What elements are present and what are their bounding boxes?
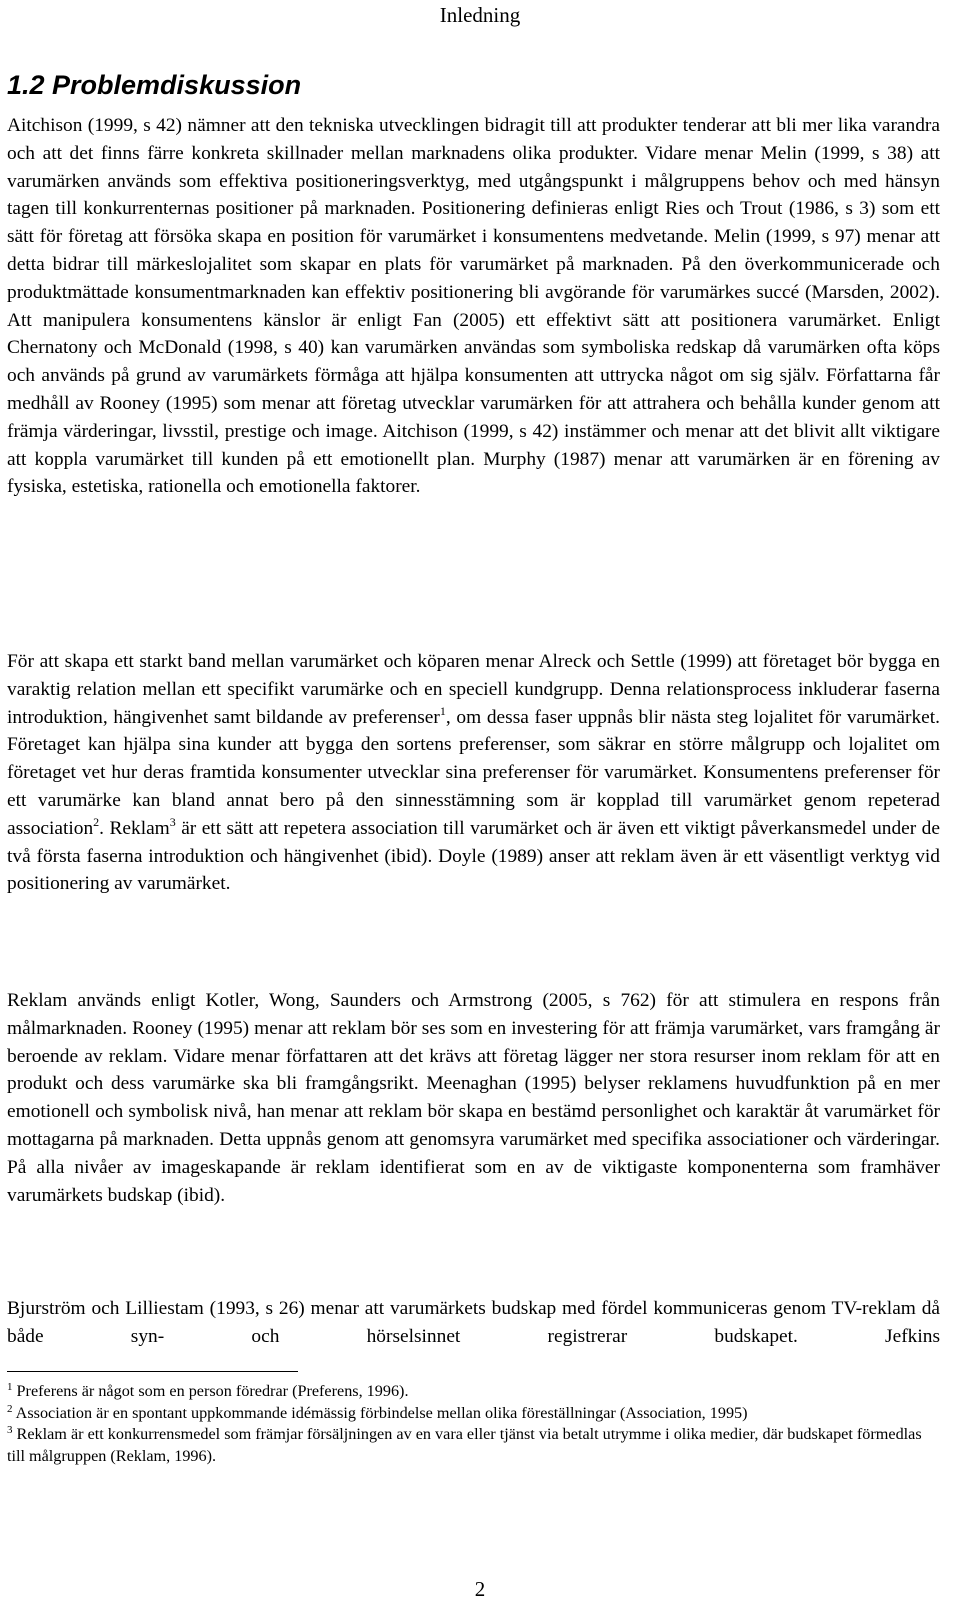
paragraph-segment: . Reklam bbox=[99, 817, 170, 839]
paragraph-4 bbox=[7, 1295, 940, 1351]
footnote-ref-2[interactable]: 2 bbox=[93, 814, 100, 829]
paragraph-segment: För att skapa ett starkt band mellan varumärket och köparen menar Alreck och Settle (1999) att företaget bör bygga en varaktig relation mellan ett specifikt varumärke och en speciell kundgrupp. Denna relationsprocess inkluderar faserna introduktion, hängivenhet samt bildande av preferenser bbox=[7, 651, 940, 728]
footnote-text: Association är en spontant uppkommande idémässig förbindelse mellan olika föreställningar (Association, 1995) bbox=[15, 1403, 748, 1422]
paragraph-text: Reklam används enligt Kotler, Wong, Saunders och Armstrong (2005, s 762) för att stimulera en respons från målmarknaden. Rooney (1995) menar att reklam bör ses som en investering för att främja varumärket, vars framgång är beroende av reklam. Vidare menar författaren att det krävs att företag lägger ner stora resurser inom reklam för att en produkt och dess varumärke ska bli framgångsrikt. Meenaghan (1995) belyser reklamens huvudfunktion på en mer emotionell och symbolisk nivå, han menar att reklam bör skapa en bestämd personlighet och karaktär åt varumärket för mottagarna på marknaden. Detta uppnås genom att genomsyra varumärket med specifika associationer och värderingar. På alla nivåer av imageskapande är reklam identifierat som en av de viktigaste komponenterna som framhäver varumärkets budskap (ibid). bbox=[7, 990, 940, 1206]
footnotes bbox=[7, 1381, 940, 1467]
paragraph-text: Bjurström och Lilliestam (1993, s 26) menar att varumärkets budskap med fördel kommuniceras genom TV-reklam då både syn- och hörselsinnet registrerar budskapet. Jefkins bbox=[7, 1298, 940, 1347]
footnote-2 bbox=[7, 1403, 940, 1425]
running-header: Inledning bbox=[439, 3, 521, 27]
paragraph-2 bbox=[7, 648, 940, 898]
footnote-3 bbox=[7, 1424, 940, 1467]
footnote-text: Preferens är något som en person föredrar (Preferens, 1996). bbox=[16, 1382, 409, 1400]
paragraph-1 bbox=[7, 112, 940, 501]
paragraph-segment: , om dessa faser uppnås blir nästa steg lojalitet för varumärket. Företaget kan hjälpa sina kunder att bygga den sortens preferenser, som säkrar en större målgrupp och lojalitet om företaget vet hur deras framtida konsumenter utvecklar sina preferenser för varumärket. Konsumentens preferenser för ett varumärke kan bland annat bero på den sinnesstämning som är kopplad till varumärket genom repeterad association bbox=[7, 706, 940, 839]
footnote-divider bbox=[7, 1371, 298, 1372]
paragraph-text: Aitchison (1999, s 42) nämner att den tekniska utvecklingen bidragit till att produkter tenderar att bli mer lika varandra och att det finns färre konkreta skillnader mellan marknadens olika produkter. Vidare menar Melin (1999, s 38) att varumärken används som effektiva positioneringsverktyg, med utgångspunkt i målgruppens behov och med hänsyn tagen till konkurrenternas positioner på marknaden. Positionering definieras enligt Ries och Trout (1986, s 3) som ett sätt för företag att försöka skapa en position för varumärket i konsumentens medvetande. Melin (1999, s 97) menar att detta bidrar till märkeslojalitet som skapar en plats för varumärket på marknaden. På den överkommunicerade och produktmättade konsumentmarknaden kan effektiv positionering bli avgörande för varumärkes succé (Marsden, 2002). Att manipulera konsumentens känslor är enligt Fan (2005) ett effektivt sätt att positionera varumärket. Enligt Chernatony och McDonald (1998, s 40) kan varumärken användas som symboliska redskap då varumärken ofta köps och används på grund av varumärkets förmåga att hjälpa konsumenten att uttrycka något om sig själv. Författarna får medhåll av Rooney (1995) som menar att företag utvecklar varumärken för att attrahera och behålla kunder genom att främja värderingar, livsstil, prestige och image. Aitchison (1999, s 42) instämmer och menar att det blivit allt viktigare att koppla varumärket till kunden på ett emotionellt plan. Murphy (1987) menar att varumärken är en förening av fysiska, estetiska, rationella och emotionella faktorer. bbox=[7, 115, 940, 498]
paragraph-segment: är ett sätt att repetera association till varumärket och är även ett viktigt påverkansmedel under de två första faserna introduktion och hängivenhet (ibid). Doyle (1989) anser att reklam även är ett väsentligt verktyg vid positionering av varumärket. bbox=[7, 817, 940, 895]
footnote-number: 2 bbox=[7, 1402, 13, 1415]
page-number: 2 bbox=[474, 1577, 486, 1601]
paragraph-3 bbox=[7, 987, 940, 1209]
footnote-1 bbox=[7, 1381, 940, 1403]
paragraph-text bbox=[7, 648, 940, 898]
footnote-ref-1[interactable]: 1 bbox=[439, 703, 446, 718]
section-title: 1.2 Problemdiskussion bbox=[7, 70, 302, 100]
footnote-number: 1 bbox=[7, 1381, 13, 1393]
footnote-number: 3 bbox=[7, 1424, 13, 1436]
footnote-text: Reklam är ett konkurrensmedel som främjar försäljningen av en vara eller tjänst via betalt utrymme i olika medier, där budskapet förmedlas till målgruppen (Reklam, 1996). bbox=[7, 1425, 922, 1465]
footnote-ref-3[interactable]: 3 bbox=[169, 814, 176, 829]
